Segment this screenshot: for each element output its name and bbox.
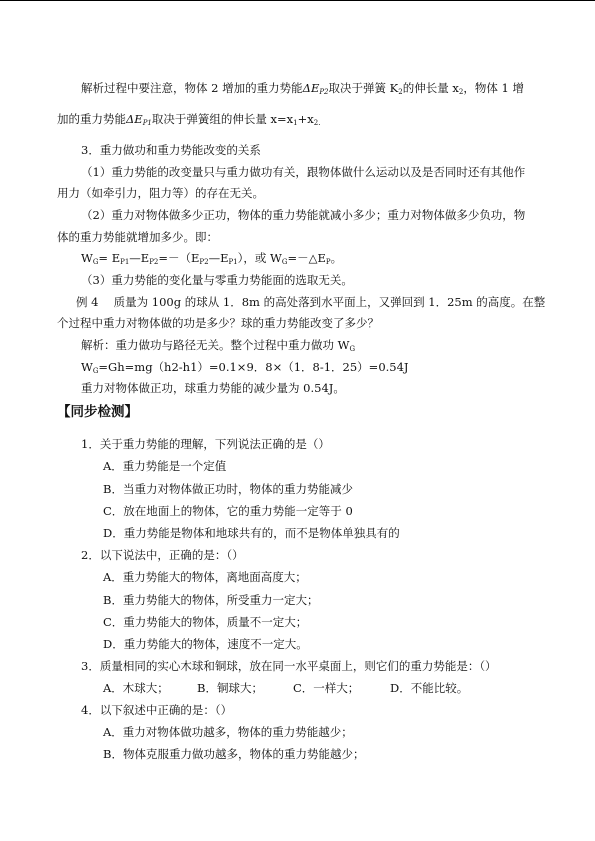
subscript: P1 (142, 119, 152, 127)
subscript: P2 (149, 258, 159, 266)
text: =－（E (158, 251, 200, 265)
text: 加的重力势能 (57, 112, 126, 126)
text: ，物体 1 增 (463, 81, 524, 95)
example-4-solution-2 (81, 360, 409, 378)
text: —E (208, 251, 229, 265)
subscript: G (92, 258, 99, 266)
example-4-line-2: 个过程中重力对物体做的功是多少？球的重力势能改变了多少？ (57, 316, 379, 330)
subscript: P2 (319, 88, 329, 96)
question-3-option-b: B．铜球大； (197, 681, 263, 695)
text: —E (129, 251, 150, 265)
question-4-option-b: B．物体克服重力做功越多，物体的重力势能越少； (103, 747, 365, 761)
text: =Gh=mg（h2-h1）=0.1×9．8×（1．8-1．25）=0.54J (98, 360, 409, 374)
subscript: G (349, 345, 356, 353)
question-2-option-d: D．重力势能大的物体，速度不一定大。 (103, 637, 308, 651)
text: 解析：重力做功与路径无关。整个过程中重力做功 W (81, 338, 350, 352)
section-3-title: 3．重力做功和重力势能改变的关系 (81, 143, 261, 157)
text: = E (98, 251, 121, 265)
question-3-stem: 3．质量相同的实心木球和铜球，放在同一水平桌面上，则它们的重力势能是：（） (81, 659, 497, 673)
sync-test-heading: 【同步检测】 (57, 404, 138, 420)
text: W (81, 251, 93, 265)
section-3-p2-line-2: 体的重力势能就增加多少。即： (57, 230, 218, 244)
question-2-option-a: A．重力势能大的物体，离地面高度大； (103, 570, 307, 584)
subscript: P1 (120, 258, 130, 266)
subscript: 1 (293, 119, 298, 127)
text: 取决于弹簧组的伸长量 x=x (151, 112, 294, 126)
text: W (81, 360, 93, 374)
subscript: P1 (228, 258, 238, 266)
top-rule (0, 0, 595, 1)
analysis-line-2 (57, 112, 320, 130)
delta-e-p2: ΔE (302, 81, 320, 95)
subscript: G (281, 258, 288, 266)
question-1-option-c: C．放在地面上的物体，它的重力势能一定等于 0 (103, 504, 353, 518)
example-4-line-1: 例 4 质量为 100g 的球从 1．8m 的高处落到水平面上，又弹回到 1．25m 的高度。在整 (76, 295, 546, 309)
question-3-option-d: D．不能比较。 (390, 681, 469, 695)
section-3-p3: （3）重力势能的变化量与零重力势能面的选取无关。 (81, 273, 353, 287)
question-4-option-a: A．重力对物体做功越多，物体的重力势能越少； (103, 725, 353, 739)
subscript: G (92, 367, 99, 375)
subscript: P (325, 258, 331, 266)
text: 解析过程中要注意，物体 2 增加的重力势能 (81, 81, 303, 95)
text: 。 (330, 251, 343, 265)
subscript: P2 (199, 258, 209, 266)
text: 的伸长量 x (402, 81, 459, 95)
question-2-option-b: B．重力势能大的物体，所受重力一定大； (103, 593, 319, 607)
formula-line (81, 251, 342, 269)
subscript: 2 (398, 88, 403, 96)
text: +x (297, 112, 314, 126)
subscript: 2 (458, 88, 464, 96)
question-2-stem: 2．以下说法中，正确的是：（） (81, 548, 244, 562)
question-4-stem: 4．以下叙述中正确的是：（） (81, 703, 233, 717)
question-3-option-a: A．木球大； (103, 681, 169, 695)
question-1-option-a: A．重力势能是一个定值 (103, 459, 227, 473)
question-1-option-b: B．当重力对物体做正功时，物体的重力势能减少 (103, 482, 353, 496)
question-2-option-c: C．重力势能大的物体，质量不一定大； (103, 615, 308, 629)
section-3-p1-line-1: （1）重力势能的改变量只与重力做功有关，跟物体做什么运动以及是否同时还有其他作 (81, 165, 526, 179)
analysis-line-1 (81, 81, 524, 99)
question-1-option-d: D．重力势能是物体和地球共有的，而不是物体单独具有的 (103, 526, 400, 540)
section-3-p2-line-1: （2）重力对物体做多少正功，物体的重力势能就减小多少；重力对物体做多少负功，物 (81, 208, 526, 222)
delta-e-p1: ΔE (126, 112, 143, 126)
question-3-option-c: C．一样大； (293, 681, 360, 695)
text: ），或 W (237, 251, 282, 265)
example-4-solution-1 (81, 338, 355, 356)
text: =－△E (287, 251, 326, 265)
subscript: 2. (313, 119, 321, 127)
example-4-solution-3: 重力对物体做正功，球重力势能的减少量为 0.54J。 (81, 381, 345, 395)
question-1-stem: 1．关于重力势能的理解，下列说法正确的是（） (81, 437, 330, 451)
text: 取决于弹簧 K (328, 81, 399, 95)
section-3-p1-line-2: 用力（如牵引力，阻力等）的存在无关。 (57, 186, 264, 200)
